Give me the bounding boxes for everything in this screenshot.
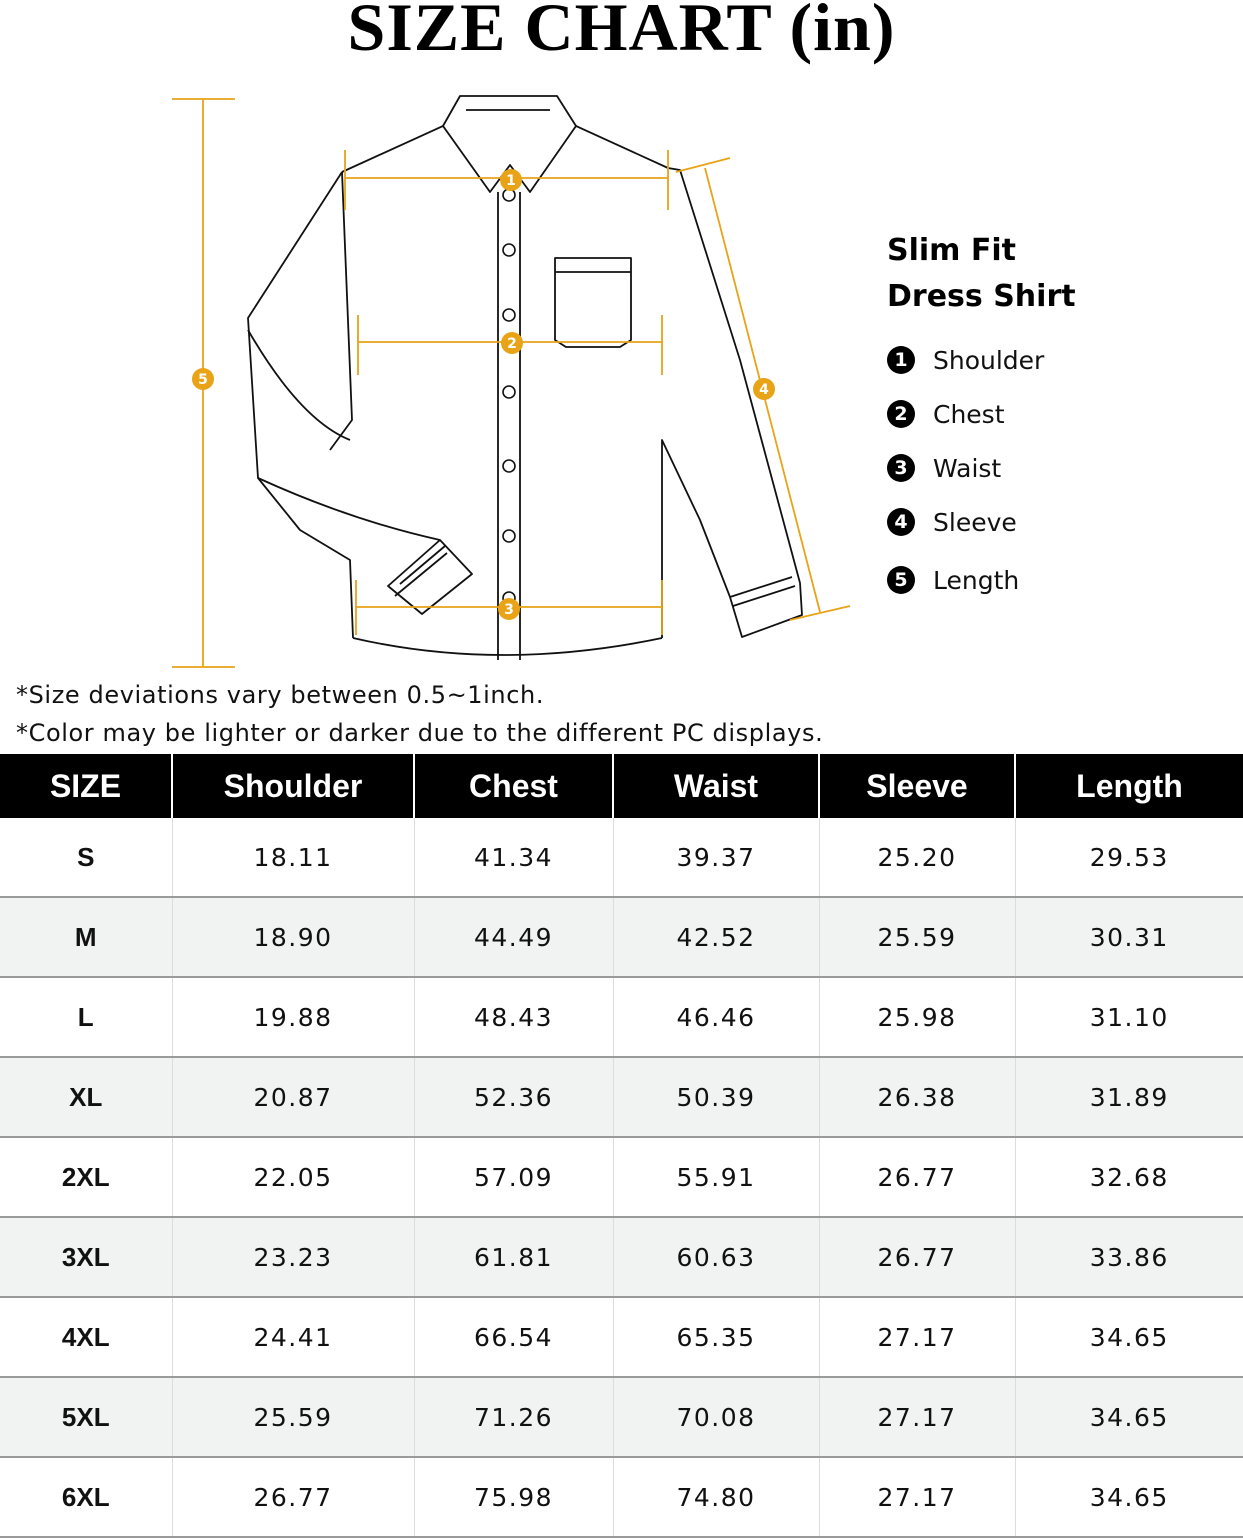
table-row xyxy=(0,1057,1243,1137)
length-cell: 31.10 xyxy=(1015,977,1243,1057)
size-cell: XL xyxy=(0,1057,172,1137)
size-cell: 2XL xyxy=(0,1137,172,1217)
chest-cell: 48.43 xyxy=(414,977,613,1057)
waist-cell: 55.91 xyxy=(613,1137,819,1217)
sleeve-cell: 26.77 xyxy=(819,1137,1015,1217)
size-notes xyxy=(16,676,823,752)
waist-cell: 74.80 xyxy=(613,1457,819,1537)
table-row xyxy=(0,1137,1243,1217)
chest-cell: 71.26 xyxy=(414,1377,613,1457)
size-cell: M xyxy=(0,897,172,977)
number-3-icon: 3 xyxy=(887,454,915,482)
page-title: SIZE CHART (in) xyxy=(347,0,896,65)
waist-cell: 70.08 xyxy=(613,1377,819,1457)
waist-cell: 42.52 xyxy=(613,897,819,977)
shoulder-cell: 19.88 xyxy=(172,977,414,1057)
svg-text:1: 1 xyxy=(506,173,516,189)
waist-cell: 39.37 xyxy=(613,818,819,897)
length-cell: 31.89 xyxy=(1015,1057,1243,1137)
svg-text:5: 5 xyxy=(198,372,208,388)
shoulder-cell: 18.11 xyxy=(172,818,414,897)
sleeve-cell: 25.98 xyxy=(819,977,1015,1057)
chest-cell: 75.98 xyxy=(414,1457,613,1537)
sleeve-cell: 27.17 xyxy=(819,1297,1015,1377)
size-cell: 4XL xyxy=(0,1297,172,1377)
chest-cell: 66.54 xyxy=(414,1297,613,1377)
table-header-row xyxy=(0,754,1243,818)
chest-cell: 41.34 xyxy=(414,818,613,897)
chest-cell: 61.81 xyxy=(414,1217,613,1297)
waist-cell: 50.39 xyxy=(613,1057,819,1137)
size-cell: 6XL xyxy=(0,1457,172,1537)
length-cell: 33.86 xyxy=(1015,1217,1243,1297)
shoulder-cell: 26.77 xyxy=(172,1457,414,1537)
legend-label: Length xyxy=(933,565,1020,595)
column-header-chest: Chest xyxy=(414,754,613,818)
measurement-legend xyxy=(887,228,1207,614)
table-row xyxy=(0,1297,1243,1377)
size-cell: 5XL xyxy=(0,1377,172,1457)
shoulder-cell: 23.23 xyxy=(172,1217,414,1297)
waist-cell: 46.46 xyxy=(613,977,819,1057)
marker-1-icon xyxy=(500,169,522,191)
length-cell: 34.65 xyxy=(1015,1377,1243,1457)
table-row xyxy=(0,1217,1243,1297)
number-4-icon: 4 xyxy=(887,508,915,536)
svg-text:3: 3 xyxy=(504,602,514,618)
note-size-deviation: *Size deviations vary between 0.5~1inch. xyxy=(16,681,545,709)
table-row xyxy=(0,977,1243,1057)
shoulder-cell: 25.59 xyxy=(172,1377,414,1457)
chest-cell: 44.49 xyxy=(414,897,613,977)
sleeve-cell: 25.59 xyxy=(819,897,1015,977)
marker-3-icon xyxy=(498,598,520,620)
size-cell: S xyxy=(0,818,172,897)
legend-item-length xyxy=(887,560,1207,600)
shoulder-cell: 20.87 xyxy=(172,1057,414,1137)
marker-2-icon xyxy=(501,332,523,354)
shoulder-cell: 24.41 xyxy=(172,1297,414,1377)
size-cell: 3XL xyxy=(0,1217,172,1297)
length-cell: 34.65 xyxy=(1015,1457,1243,1537)
shoulder-cell: 18.90 xyxy=(172,897,414,977)
legend-item-sleeve xyxy=(887,502,1207,542)
legend-label: Waist xyxy=(933,453,1002,483)
sleeve-cell: 26.77 xyxy=(819,1217,1015,1297)
column-header-length: Length xyxy=(1015,754,1243,818)
table-row xyxy=(0,1457,1243,1537)
size-table xyxy=(0,754,1243,1538)
product-title-line1: Slim Fit xyxy=(887,233,1016,268)
legend-label: Shoulder xyxy=(933,345,1045,375)
length-cell: 34.65 xyxy=(1015,1297,1243,1377)
length-cell: 30.31 xyxy=(1015,897,1243,977)
sleeve-cell: 26.38 xyxy=(819,1057,1015,1137)
legend-list xyxy=(887,340,1207,600)
length-cell: 29.53 xyxy=(1015,818,1243,897)
table-row xyxy=(0,818,1243,897)
marker-5-icon xyxy=(192,368,214,390)
shoulder-cell: 22.05 xyxy=(172,1137,414,1217)
sleeve-cell: 25.20 xyxy=(819,818,1015,897)
size-cell: L xyxy=(0,977,172,1057)
product-title-line2: Dress Shirt xyxy=(887,279,1076,314)
table-row xyxy=(0,1377,1243,1457)
column-header-waist: Waist xyxy=(613,754,819,818)
legend-label: Chest xyxy=(933,399,1005,429)
chest-cell: 57.09 xyxy=(414,1137,613,1217)
sleeve-cell: 27.17 xyxy=(819,1377,1015,1457)
column-header-sleeve: Sleeve xyxy=(819,754,1015,818)
legend-item-shoulder xyxy=(887,340,1207,380)
table-row xyxy=(0,897,1243,977)
number-2-icon: 2 xyxy=(887,400,915,428)
svg-text:2: 2 xyxy=(507,336,517,352)
svg-text:4: 4 xyxy=(759,382,769,398)
waist-cell: 60.63 xyxy=(613,1217,819,1297)
shirt-illustration xyxy=(248,96,802,660)
legend-item-waist xyxy=(887,448,1207,488)
number-1-icon: 1 xyxy=(887,346,915,374)
sleeve-cell: 27.17 xyxy=(819,1457,1015,1537)
shirt-buttons xyxy=(503,189,515,604)
legend-label: Sleeve xyxy=(933,507,1017,537)
waist-cell: 65.35 xyxy=(613,1297,819,1377)
column-header-size: SIZE xyxy=(0,754,172,818)
number-5-icon: 5 xyxy=(887,566,915,594)
note-color-display: *Color may be lighter or darker due to the different PC displays. xyxy=(16,719,824,747)
length-cell: 32.68 xyxy=(1015,1137,1243,1217)
column-header-shoulder: Shoulder xyxy=(172,754,414,818)
chest-cell: 52.36 xyxy=(414,1057,613,1137)
marker-4-icon xyxy=(753,378,775,400)
measurement-markers xyxy=(192,169,775,620)
legend-item-chest xyxy=(887,394,1207,434)
